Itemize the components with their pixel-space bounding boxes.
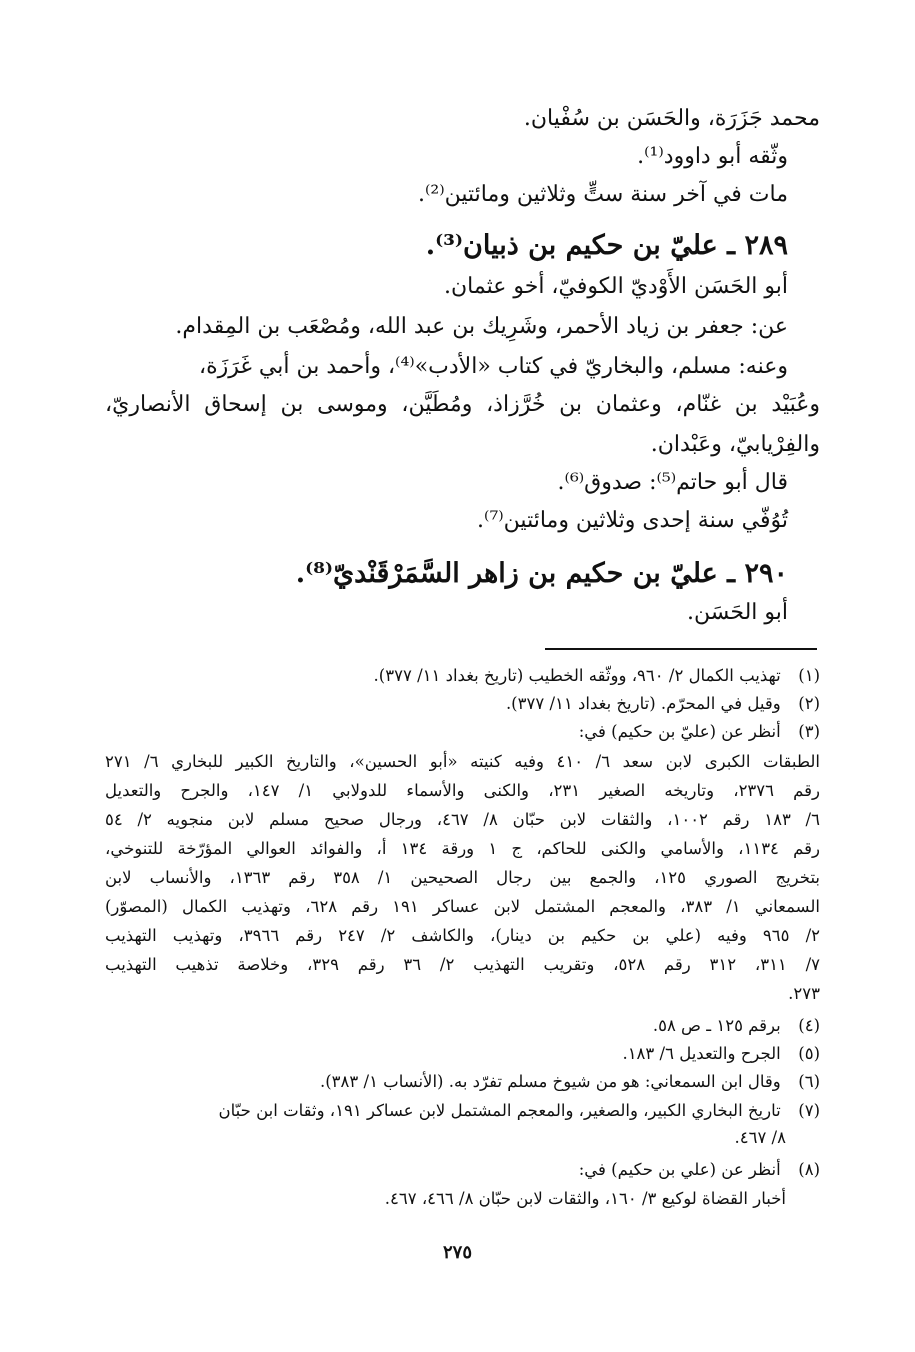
- entry-heading-290: ٢٩٠ ـ عليّ بن حكيم بن زاهر السَّمَرْقَنْديّ⁽⁸⁾.: [295, 558, 788, 589]
- footnote-number: (٢): [798, 694, 820, 713]
- footnote-4: [653, 1014, 820, 1038]
- page-number: ٢٧٥: [442, 1242, 472, 1263]
- footnote-line: الطبقات الكبرى لابن سعد ٦/ ٤١٠ وفيه كنيته «أبو الحسين»، والتاريخ الكبير للبخاري ٦/ ٢٧١: [105, 752, 820, 771]
- footnote-text: برقم ١٢٥ ـ ص ٥٨.: [652, 1016, 781, 1035]
- footnote-line: بتخريج الصوري ١٢٥، والجمع بين رجال الصحيحين ١/ ٣٥٨ رقم ١٣٦٣، والأنساب لابن: [105, 868, 821, 887]
- text-line: محمد جَزَرَة، والحَسَن بن سُفْيان.: [523, 106, 820, 131]
- footnote-number: (٣): [798, 722, 820, 741]
- footnote-line: ٢/ ٩٦٥ وفيه (علي بن حكيم بن دينار)، والكاشف ٢/ ٢٤٧ رقم ٣٩٦٦، وتهذيب التهذيب: [105, 926, 821, 945]
- footnote-7: [219, 1099, 820, 1123]
- footnote-number: (٥): [798, 1044, 820, 1063]
- footnote-text: تاريخ البخاري الكبير، والصغير، والمعجم المشتمل لابن عساكر ١٩١، وثقات ابن حبّان: [218, 1101, 781, 1120]
- footnote-text: أنظر عن (علي بن حكيم) في:: [578, 1160, 781, 1179]
- footnote-6: [320, 1070, 820, 1094]
- text-line: وثّقه أبو داوود⁽¹⁾.: [637, 144, 788, 169]
- footnote-number: (٧): [798, 1101, 820, 1120]
- footnote-number: (٤): [798, 1016, 820, 1035]
- footnote-text: تهذيب الكمال ٢/ ٩٦٠، ووثّقه الخطيب (تاريخ بغداد ١١/ ٣٧٧).: [373, 666, 781, 685]
- footnote-separator: [545, 648, 817, 650]
- footnote-number: (٨): [798, 1160, 820, 1179]
- footnote-1: [374, 664, 820, 688]
- footnote-number: (٦): [798, 1072, 820, 1091]
- entry-heading-289: ٢٨٩ ـ عليّ بن حكيم بن ذبيان⁽³⁾.: [425, 230, 788, 261]
- text-line: أبو الحَسَن.: [687, 600, 788, 625]
- footnote-text: الجرح والتعديل ٦/ ١٨٣.: [622, 1044, 781, 1063]
- footnote-line: رقم ١١٣٤، والأسامي والكنى للحاكم، ج ١ ورقة ١٣٤ أ، والفوائد العوالي المؤرّخة للتنوخي،: [105, 839, 820, 858]
- footnote-line: رقم ٢٣٧٦، وتاريخه الصغير ٢٣١، والكنى والأسماء للدولابي ١/ ١٤٧، والجرح والتعديل: [105, 781, 821, 800]
- text-line: مات في آخر سنة ستٍّ وثلاثين ومائتين⁽²⁾.: [417, 182, 788, 207]
- footnote-line: أخبار القضاة لوكيع ٣/ ١٦٠، والثقات لابن حبّان ٨/ ٤٦٦، ٤٦٧.: [384, 1189, 786, 1208]
- footnote-text: وقيل في المحرّم. (تاريخ بغداد ١١/ ٣٧٧).: [505, 694, 781, 713]
- footnote-5: [622, 1042, 820, 1066]
- text-line: وعنه: مسلم، والبخاريّ في كتاب «الأدب»⁽⁴⁾، وأحمد بن أبي غَرَزَة،: [199, 354, 788, 379]
- text-line: وعُبَيْد بن غنّام، وعثمان بن خُرَّزاذ، ومُطَيَّن، وموسى بن إسحاق الأنصاريّ،: [105, 392, 820, 417]
- footnote-text: وقال ابن السمعاني: هو من شيوخ مسلم تفرّد به. (الأنساب ١/ ٣٨٣).: [319, 1072, 781, 1091]
- footnote-line: ٢٧٣.: [788, 984, 820, 1003]
- footnote-2: [506, 692, 820, 716]
- footnote-line: ٦/ ١٨٣ رقم ١٠٠٢، والثقات لابن حبّان ٨/ ٤٦٧، ورجال صحيح مسلم لابن منجويه ٢/ ٥٤: [105, 810, 820, 829]
- footnote-line: ٨/ ٤٦٧.: [734, 1128, 786, 1147]
- text-line: تُوُفّي سنة إحدى وثلاثين ومائتين⁽⁷⁾.: [477, 508, 788, 533]
- footnote-number: (١): [798, 666, 820, 685]
- footnote-line: السمعاني ١/ ٣٨٣، والمعجم المشتمل لابن عساكر ١٩١ رقم ٦٢٨، وتهذيب الكمال (المصوّر): [105, 897, 820, 916]
- footnote-8: [579, 1158, 820, 1182]
- footnote-3: [579, 720, 820, 744]
- text-line: قال أبو حاتم⁽⁵⁾: صدوق⁽⁶⁾.: [557, 470, 788, 495]
- text-line: والفِرْيابيّ، وعَبْدان.: [650, 432, 820, 457]
- text-line: أبو الحَسَن الأَوْديّ الكوفيّ، أخو عثمان.: [444, 274, 788, 299]
- footnote-line: ٧/ ٣١١، ٣١٢ رقم ٥٢٨، وتقريب التهذيب ٢/ ٣٦ رقم ٣٢٩، وخلاصة تذهيب التهذيب: [105, 955, 821, 974]
- footnote-text: أنظر عن (عليّ بن حكيم) في:: [578, 722, 781, 741]
- text-line: عن: جعفر بن زياد الأحمر، وشَرِيك بن عبد الله، ومُصْعَب بن المِقدام.: [175, 314, 788, 339]
